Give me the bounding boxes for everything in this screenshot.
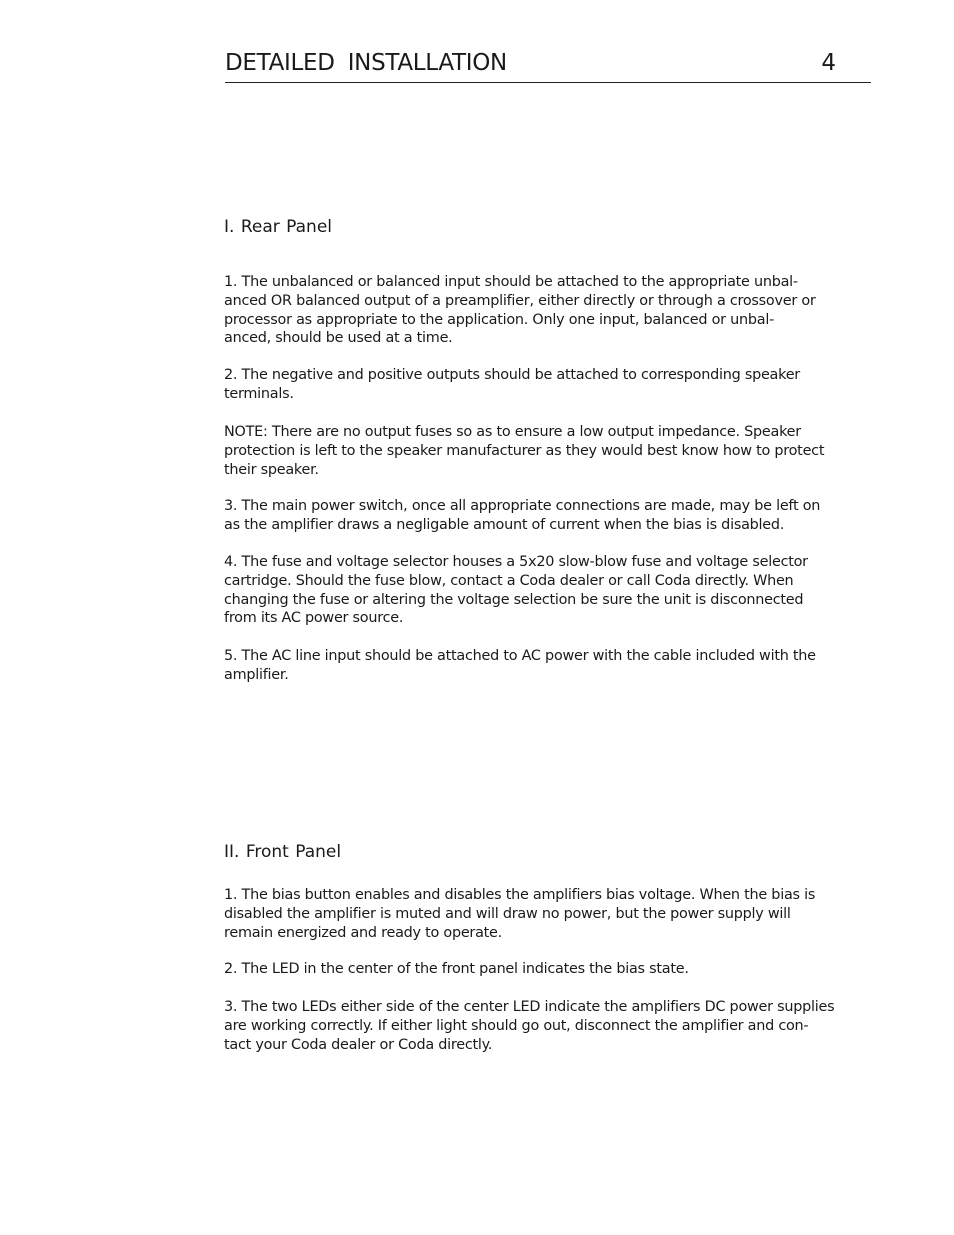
rear-panel-paragraph-4: 4. The fuse and voltage selector houses a 5x20 slow-blow fuse and voltage selector cartridge. Should the fuse blow, contact a Coda dealer or call Coda directly. When changing the fuse or altering the voltage selection be sure the unit is disconnected from its AC power source.	[224, 554, 808, 627]
section-heading-rear-panel: I. Rear Panel	[224, 217, 333, 237]
section-heading-front-panel: II. Front Panel	[224, 842, 342, 862]
page-number: 4	[821, 50, 836, 76]
rear-panel-note: NOTE: There are no output fuses so as to ensure a low output impedance. Speaker protection is left to the speaker manufacturer as they would best know how to protect their speaker.	[224, 424, 825, 478]
front-panel-paragraph-2: 2. The LED in the center of the front panel indicates the bias state.	[224, 961, 689, 977]
rear-panel-paragraph-2: 2. The negative and positive outputs should be attached to corresponding speaker terminals.	[224, 367, 800, 402]
front-panel-paragraph-3: 3. The two LEDs either side of the center LED indicate the amplifiers DC power supplies are working correctly. If either light should go out, disconnect the amplifier and con- tact your Coda dealer or Coda directly.	[224, 999, 835, 1053]
rear-panel-paragraph-5: 5. The AC line input should be attached to AC power with the cable included with the amplifier.	[224, 648, 816, 683]
page-header	[225, 48, 871, 83]
page-title: DETAILED INSTALLATION	[225, 50, 507, 76]
front-panel-paragraph-1: 1. The bias button enables and disables the amplifiers bias voltage. When the bias is disabled the amplifier is muted and will draw no power, but the power supply will remain energized and ready to operate.	[224, 887, 816, 941]
rear-panel-paragraph-3: 3. The main power switch, once all appropriate connections are made, may be left on as the amplifier draws a negligable amount of current when the bias is disabled.	[224, 498, 821, 533]
rear-panel-paragraph-1: 1. The unbalanced or balanced input should be attached to the appropriate unbal- anced OR balanced output of a preamplifier, either directly or through a crossover or processor as appropriate to the application. Only one input, balanced or unbal- anced, should be used at a time.	[224, 274, 816, 347]
